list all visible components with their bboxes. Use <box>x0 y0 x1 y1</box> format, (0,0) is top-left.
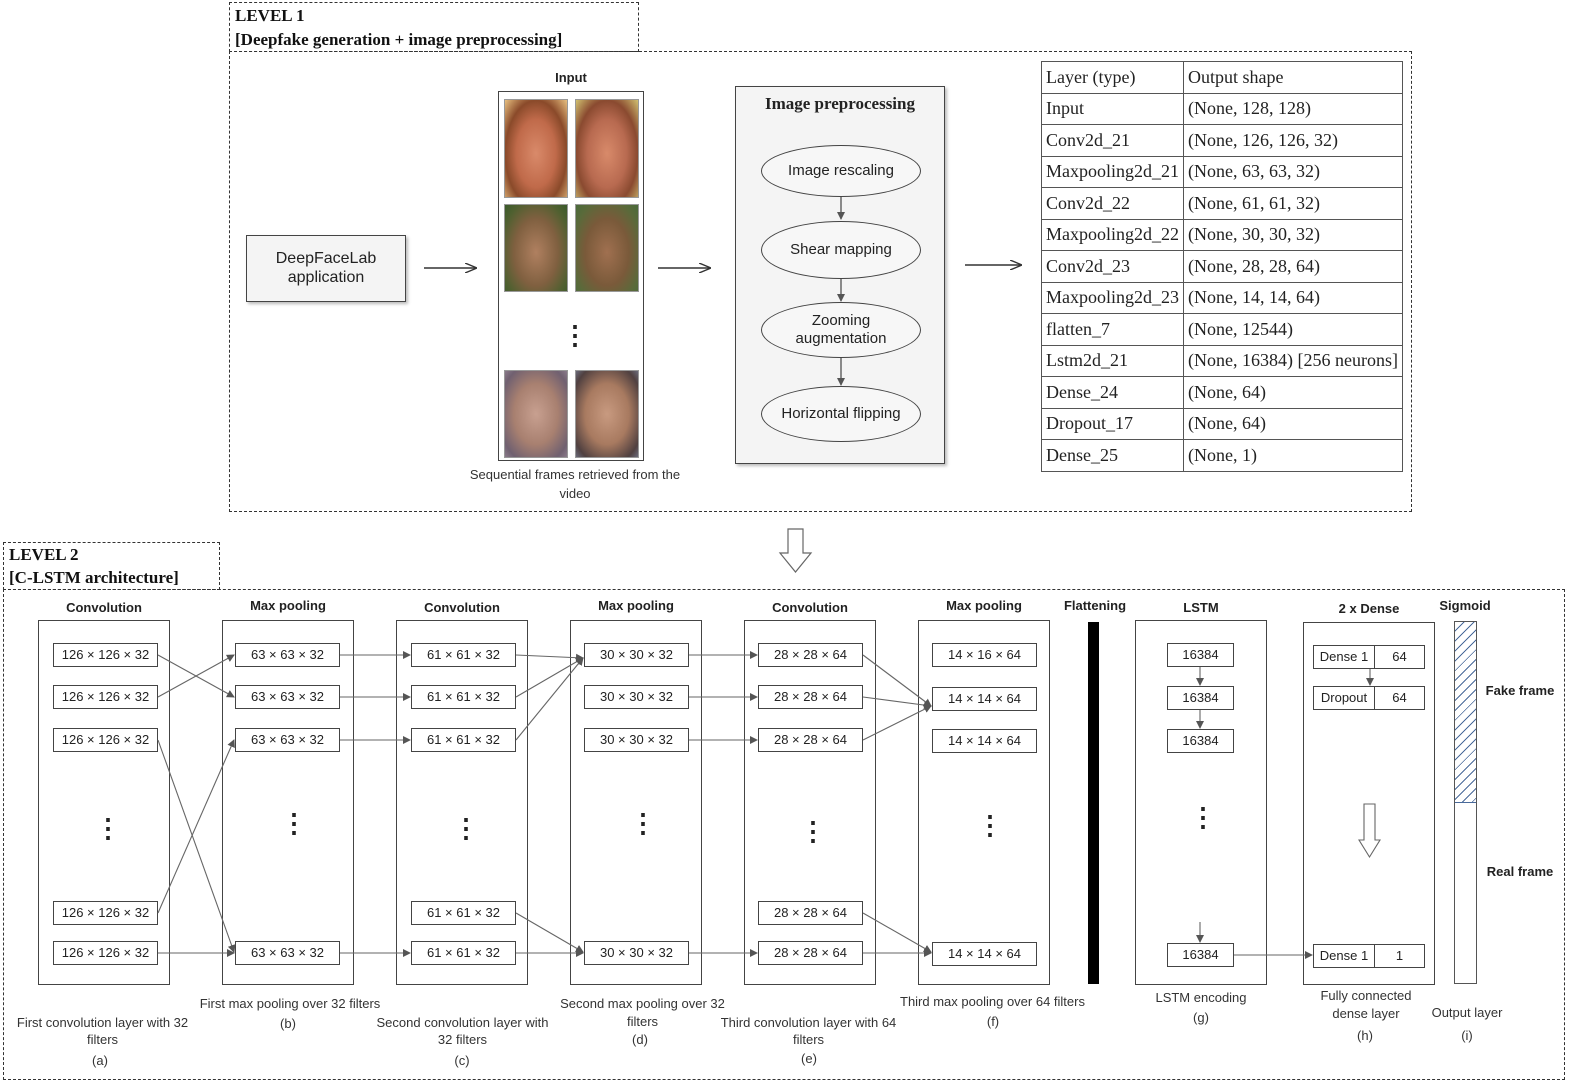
col-c-cell: 61 × 61 × 32 <box>411 643 516 667</box>
col-e-cell: 28 × 28 × 64 <box>758 901 863 925</box>
col-a-cell: 126 × 126 × 32 <box>53 728 158 752</box>
col-b-ellipsis: ⋮ <box>281 808 307 838</box>
dense-row-name: Dense 1 <box>1313 645 1375 669</box>
layer-name: Dropout_17 <box>1042 408 1184 440</box>
col-e-cell: 28 × 28 × 64 <box>758 728 863 752</box>
col-f-caption-line1: Third max pooling over 64 filters <box>900 994 1085 1009</box>
col-a-panel <box>38 620 170 985</box>
layer-table-row <box>1042 156 1403 188</box>
dense-caption-line2: dense layer <box>1332 1006 1400 1021</box>
deepfacelab-box <box>246 235 406 302</box>
col-f-cell: 14 × 14 × 64 <box>932 729 1037 753</box>
col-f-cell: 14 × 16 × 64 <box>932 643 1037 667</box>
layer-name: Dense_24 <box>1042 377 1184 409</box>
input-caption-line2: video <box>559 486 591 501</box>
face-image-1 <box>504 99 568 198</box>
lstm-cell: 16384 <box>1167 686 1234 710</box>
layer-shape: (None, 126, 126, 32) <box>1184 125 1403 157</box>
col-c-header: Convolution <box>424 600 500 615</box>
col-d-letter: (d) <box>632 1032 648 1047</box>
col-f-letter: (f) <box>986 1014 1000 1029</box>
flattening-bar <box>1088 622 1099 984</box>
col-a-caption-line1: First convolution layer with 32 <box>16 1015 189 1030</box>
col-b-header: Max pooling <box>250 598 326 613</box>
dense-caption-line1: Fully connected <box>1320 988 1412 1003</box>
layer-shape: (None, 61, 61, 32) <box>1184 188 1403 220</box>
layer-shape: (None, 128, 128) <box>1184 93 1403 125</box>
layer-table-row <box>1042 314 1403 346</box>
layer-table-row <box>1042 377 1403 409</box>
sigmoid-header: Sigmoid <box>1439 598 1491 613</box>
layer-name: Maxpooling2d_22 <box>1042 219 1184 251</box>
lstm-caption: LSTM encoding <box>1155 990 1247 1005</box>
col-d-ellipsis: ⋮ <box>630 808 656 838</box>
layer-table-header <box>1042 62 1403 94</box>
layer-shape: (None, 30, 30, 32) <box>1184 219 1403 251</box>
layer-shape: (None, 12544) <box>1184 314 1403 346</box>
level-transition-arrow <box>780 529 811 572</box>
level2-title-line2: [C-LSTM architecture] <box>9 568 179 587</box>
col-e-ellipsis: ⋮ <box>800 816 826 846</box>
layer-shape: (None, 64) <box>1184 377 1403 409</box>
layer-name: Dense_25 <box>1042 440 1184 472</box>
layer-table-row <box>1042 188 1403 220</box>
col-c-letter: (c) <box>454 1053 470 1068</box>
input-ellipsis: ⋮ <box>562 320 588 350</box>
dense-letter: (h) <box>1357 1028 1373 1043</box>
col-b-letter: (b) <box>280 1016 296 1031</box>
layer-table-header-shape: Output shape <box>1184 62 1403 94</box>
col-d-cell: 30 × 30 × 32 <box>584 941 689 965</box>
layer-table-header-layer: Layer (type) <box>1042 62 1184 94</box>
step-zooming-augmentation: Zooming augmentation <box>761 302 921 358</box>
col-e-header: Convolution <box>772 600 848 615</box>
flattening-header: Flattening <box>1063 598 1127 613</box>
step-horizontal-flipping: Horizontal flipping <box>761 386 921 442</box>
dense-row-value: 1 <box>1374 944 1425 968</box>
col-e-cell: 28 × 28 × 64 <box>758 643 863 667</box>
col-e-caption-line1: Third convolution layer with 64 <box>720 1015 897 1030</box>
col-a-caption-line2: filters <box>86 1032 119 1047</box>
col-e-letter: (e) <box>801 1051 817 1066</box>
col-e-caption-line2: filters <box>792 1032 825 1047</box>
col-d-cell: 30 × 30 × 32 <box>584 685 689 709</box>
col-c-cell: 61 × 61 × 32 <box>411 728 516 752</box>
deepfacelab-label-line1: DeepFaceLab <box>275 250 377 267</box>
col-a-header: Convolution <box>66 600 142 615</box>
col-d-panel <box>570 620 702 985</box>
col-c-panel <box>396 620 528 985</box>
layer-name: Lstm2d_21 <box>1042 345 1184 377</box>
layer-table-row <box>1042 408 1403 440</box>
col-b-panel <box>222 620 354 985</box>
col-c-cell: 61 × 61 × 32 <box>411 941 516 965</box>
col-d-cell: 30 × 30 × 32 <box>584 728 689 752</box>
lstm-ellipsis: ⋮ <box>1190 802 1216 832</box>
step-image-rescaling: Image rescaling <box>761 145 921 197</box>
col-a-cell: 126 × 126 × 32 <box>53 685 158 709</box>
layer-name: Input <box>1042 93 1184 125</box>
col-a-letter: (a) <box>92 1053 108 1068</box>
input-frames-panel <box>498 91 644 461</box>
col-b-cell: 63 × 63 × 32 <box>235 728 340 752</box>
sigmoid-real-label: Real frame <box>1486 864 1554 879</box>
lstm-cell: 16384 <box>1167 943 1234 967</box>
layer-table-row <box>1042 282 1403 314</box>
col-b-cell: 63 × 63 × 32 <box>235 643 340 667</box>
col-e-panel <box>744 620 876 985</box>
dense-row-value: 64 <box>1374 686 1425 710</box>
layer-table-row <box>1042 93 1403 125</box>
lstm-cell: 16384 <box>1167 729 1234 753</box>
lstm-cell: 16384 <box>1167 643 1234 667</box>
col-c-caption-line1: Second convolution layer with <box>376 1015 549 1030</box>
layer-name: flatten_7 <box>1042 314 1184 346</box>
col-c-ellipsis: ⋮ <box>453 813 479 843</box>
face-image-6 <box>575 370 639 458</box>
layer-table-row <box>1042 251 1403 283</box>
sigmoid-fake-region <box>1455 622 1476 803</box>
col-f-cell: 14 × 14 × 64 <box>932 942 1037 966</box>
dense-row-value: 64 <box>1374 645 1425 669</box>
sigmoid-letter: (i) <box>1461 1028 1473 1043</box>
layer-shape: (None, 28, 28, 64) <box>1184 251 1403 283</box>
col-f-cell: 14 × 14 × 64 <box>932 687 1037 711</box>
dense-row-name: Dropout <box>1313 686 1375 710</box>
input-title: Input <box>555 70 587 85</box>
col-a-cell: 126 × 126 × 32 <box>53 643 158 667</box>
face-image-5 <box>504 370 568 458</box>
lstm-letter: (g) <box>1193 1010 1209 1025</box>
layer-shape: (None, 64) <box>1184 408 1403 440</box>
col-a-cell: 126 × 126 × 32 <box>53 941 158 965</box>
layer-shape: (None, 16384) [256 neurons] <box>1184 345 1403 377</box>
layer-shape: (None, 63, 63, 32) <box>1184 156 1403 188</box>
col-d-caption-line1: Second max pooling over 32 <box>560 996 725 1011</box>
col-b-cell: 63 × 63 × 32 <box>235 941 340 965</box>
col-f-header: Max pooling <box>946 598 1022 613</box>
col-d-header: Max pooling <box>598 598 674 613</box>
face-image-3 <box>504 204 568 292</box>
level1-title-line1: LEVEL 1 <box>235 6 305 25</box>
layer-name: Conv2d_23 <box>1042 251 1184 283</box>
layer-name: Conv2d_22 <box>1042 188 1184 220</box>
col-d-caption-line2: filters <box>626 1014 659 1029</box>
lstm-header: LSTM <box>1183 600 1219 615</box>
input-caption-line1: Sequential frames retrieved from the <box>469 467 681 482</box>
face-image-4 <box>575 204 639 292</box>
layer-shape: (None, 14, 14, 64) <box>1184 282 1403 314</box>
layer-table-row <box>1042 219 1403 251</box>
col-e-cell: 28 × 28 × 64 <box>758 941 863 965</box>
col-b-caption-line1: First max pooling over 32 filters <box>199 996 381 1011</box>
step-shear-mapping: Shear mapping <box>761 221 921 279</box>
sigmoid-caption: Output layer <box>1431 1005 1503 1020</box>
layer-table-row <box>1042 345 1403 377</box>
layer-name: Maxpooling2d_23 <box>1042 282 1184 314</box>
col-c-caption-line2: 32 filters <box>437 1032 488 1047</box>
dense-row-name: Dense 1 <box>1313 944 1375 968</box>
sigmoid-fake-label: Fake frame <box>1485 683 1555 698</box>
layer-table-row <box>1042 125 1403 157</box>
layer-shape: (None, 1) <box>1184 440 1403 472</box>
layer-table <box>1041 61 1403 472</box>
level2-title-line1: LEVEL 2 <box>9 545 79 564</box>
level1-title-line2: [Deepfake generation + image preprocessing] <box>235 30 563 49</box>
layer-name: Conv2d_21 <box>1042 125 1184 157</box>
col-a-ellipsis: ⋮ <box>95 813 121 843</box>
layer-table-row <box>1042 440 1403 472</box>
dense-panel <box>1303 622 1435 985</box>
face-image-2 <box>575 99 639 198</box>
layer-name: Maxpooling2d_21 <box>1042 156 1184 188</box>
col-c-cell: 61 × 61 × 32 <box>411 901 516 925</box>
col-d-cell: 30 × 30 × 32 <box>584 643 689 667</box>
col-e-cell: 28 × 28 × 64 <box>758 685 863 709</box>
preprocessing-title: Image preprocessing <box>764 94 915 113</box>
col-a-cell: 126 × 126 × 32 <box>53 901 158 925</box>
col-b-cell: 63 × 63 × 32 <box>235 685 340 709</box>
col-c-cell: 61 × 61 × 32 <box>411 685 516 709</box>
dense-header: 2 x Dense <box>1338 601 1400 616</box>
col-f-panel <box>918 620 1050 985</box>
col-f-ellipsis: ⋮ <box>977 810 1003 840</box>
deepfacelab-label-line2: application <box>287 269 365 286</box>
